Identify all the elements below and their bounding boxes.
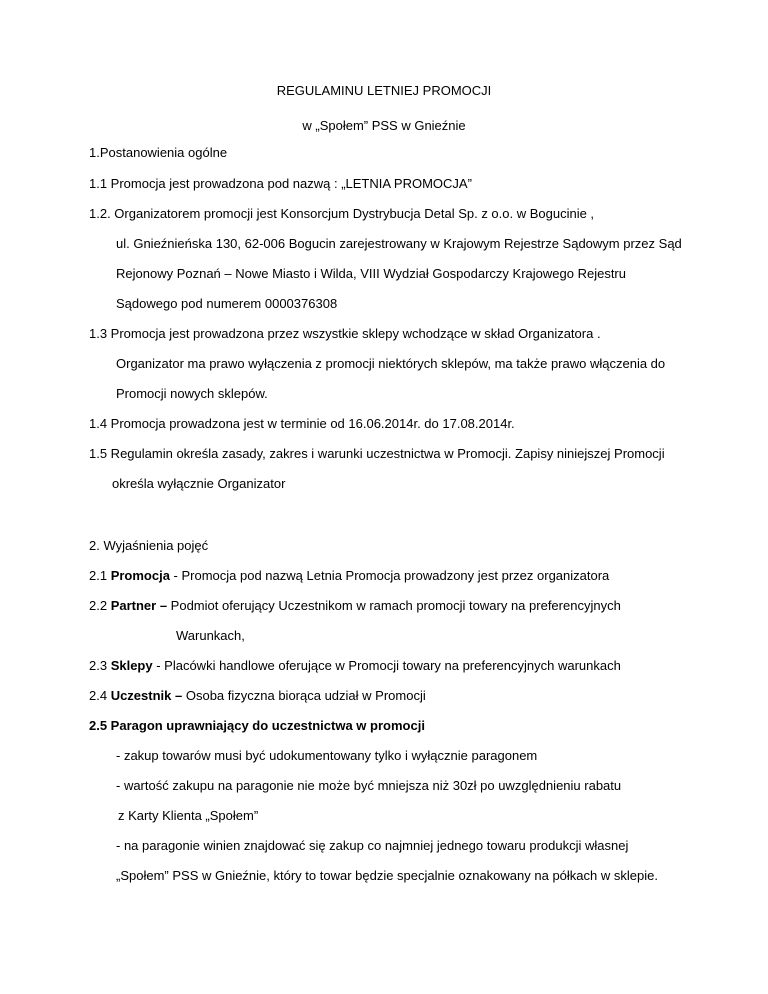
clause-2-2-number: 2.2 bbox=[89, 598, 111, 613]
clause-2-5-item-2-continuation: z Karty Klienta „Społem” bbox=[118, 808, 259, 823]
document-title: REGULAMINU LETNIEJ PROMOCJI bbox=[276, 83, 492, 98]
clause-2-2 bbox=[89, 598, 621, 614]
clause-2-2-term: Partner – bbox=[110, 598, 168, 613]
clause-1-5-line-1: 1.5 Regulamin określa zasady, zakres i warunki uczestnictwa w Promocji. Zapisy niniejszej Promocji bbox=[89, 446, 665, 461]
section-1-heading: 1.Postanowienia ogólne bbox=[89, 145, 228, 160]
clause-2-5-item-2: - wartość zakupu na paragonie nie może być mniejsza niż 30zł po uwzględnieniu rabatu bbox=[116, 778, 622, 793]
clause-2-1-term: Promocja bbox=[110, 568, 170, 583]
clause-2-3-number: 2.3 bbox=[89, 658, 111, 673]
clause-2-5-item-1: - zakup towarów musi być udokumentowany tylko i wyłącznie paragonem bbox=[116, 748, 538, 763]
clause-1-2-line-3: Rejonowy Poznań – Nowe Miasto i Wilda, VIII Wydział Gospodarczy Krajowego Rejestru bbox=[116, 266, 626, 281]
clause-2-1-definition: - Promocja pod nazwą Letnia Promocja prowadzony jest przez organizatora bbox=[169, 568, 610, 583]
clause-2-5-item-3: - na paragonie winien znajdować się zakup co najmniej jednego towaru produkcji własnej bbox=[116, 838, 629, 853]
clause-1-2-line-1: 1.2. Organizatorem promocji jest Konsorcjum Dystrybucja Detal Sp. z o.o. w Bogucinie , bbox=[89, 206, 595, 221]
section-2-heading: 2. Wyjaśnienia pojęć bbox=[89, 538, 209, 553]
clause-1-4: 1.4 Promocja prowadzona jest w terminie od 16.06.2014r. do 17.08.2014r. bbox=[89, 416, 515, 431]
clause-2-3-term: Sklepy bbox=[110, 658, 153, 673]
clause-2-4-term: Uczestnik – bbox=[110, 688, 183, 703]
clause-1-3-line-2: Organizator ma prawo wyłączenia z promocji niektórych sklepów, ma także prawo włączenia do bbox=[116, 356, 666, 371]
clause-2-4-definition: Osoba fizyczna biorąca udział w Promocji bbox=[182, 688, 426, 703]
clause-1-2-line-4: Sądowego pod numerem 0000376308 bbox=[116, 296, 338, 311]
clause-2-1 bbox=[89, 568, 609, 584]
document-subtitle: w „Społem” PSS w Gnieźnie bbox=[302, 118, 466, 133]
clause-1-1: 1.1 Promocja jest prowadzona pod nazwą : „LETNIA PROMOCJA” bbox=[89, 176, 472, 191]
clause-1-2-line-2: ul. Gnieźnieńska 130, 62-006 Bogucin zarejestrowany w Krajowym Rejestrze Sądowym przez Sąd bbox=[116, 236, 682, 251]
clause-2-4-number: 2.4 bbox=[89, 688, 111, 703]
clause-1-3-line-3: Promocji nowych sklepów. bbox=[116, 386, 268, 401]
clause-1-5-line-2: określa wyłącznie Organizator bbox=[112, 476, 286, 491]
clause-2-2-definition: Podmiot oferujący Uczestnikom w ramach promocji towary na preferencyjnych bbox=[167, 598, 621, 613]
clause-2-1-number: 2.1 bbox=[89, 568, 111, 583]
clause-2-2-continuation: Warunkach, bbox=[176, 628, 245, 643]
clause-2-3 bbox=[89, 658, 621, 674]
clause-2-4 bbox=[89, 688, 426, 704]
clause-2-3-definition: - Placówki handlowe oferujące w Promocji towary na preferencyjnych warunkach bbox=[152, 658, 621, 673]
clause-1-3-line-1: 1.3 Promocja jest prowadzona przez wszystkie sklepy wchodzące w skład Organizatora . bbox=[89, 326, 601, 341]
clause-2-5-item-3-continuation: „Społem” PSS w Gnieźnie, który to towar będzie specjalnie oznakowany na półkach w sklepie. bbox=[116, 868, 658, 883]
clause-2-5-heading: 2.5 Paragon uprawniający do uczestnictwa w promocji bbox=[89, 718, 425, 733]
